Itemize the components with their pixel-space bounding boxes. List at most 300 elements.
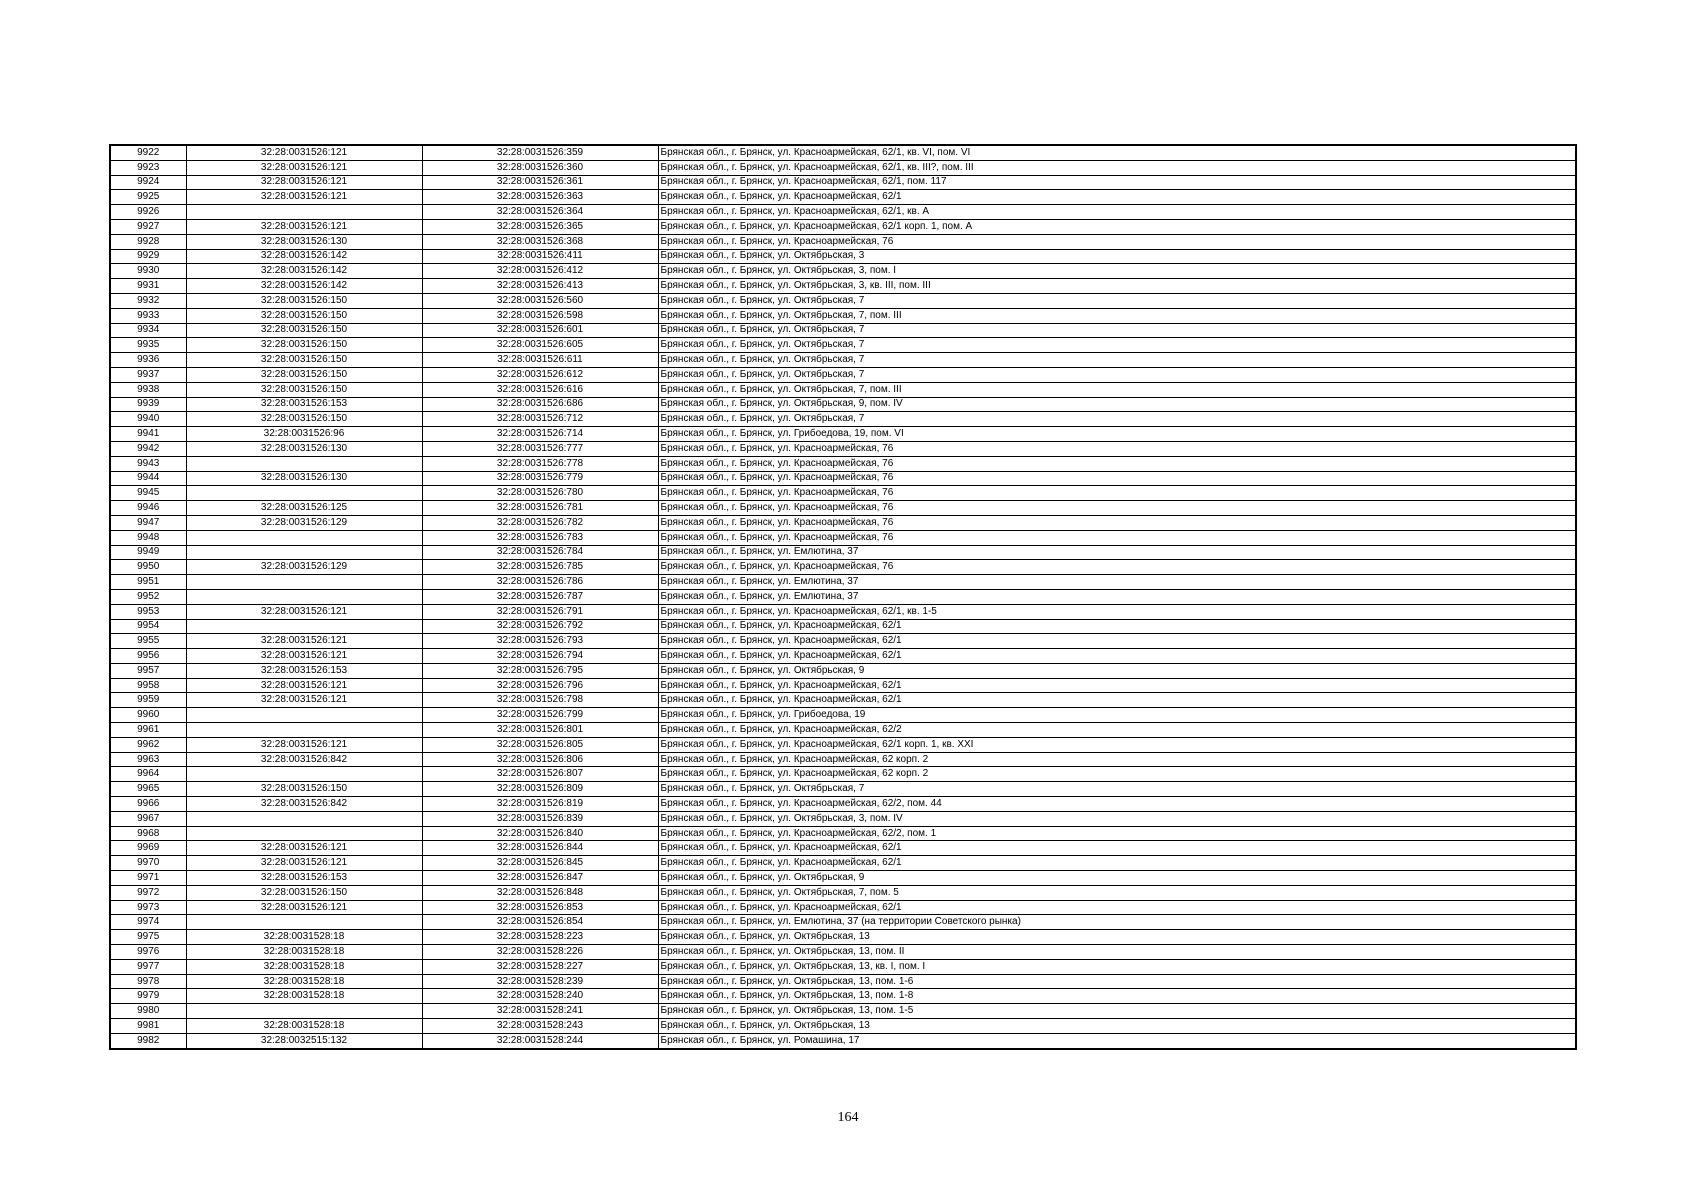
table-row (110, 427, 1576, 442)
row-number-cell: 9940 (110, 412, 186, 427)
table-row (110, 663, 1576, 678)
cadastral-number-cell: 32:28:0031526:712 (422, 412, 658, 427)
address-cell: Брянская обл., г. Брянск, ул. Грибоедова, 19, пом. VI (658, 427, 1576, 442)
row-number-cell: 9982 (110, 1033, 186, 1048)
parent-cadastral-number-cell: 32:28:0031526:150 (186, 412, 422, 427)
cadastral-number-cell: 32:28:0031526:779 (422, 471, 658, 486)
row-number-cell: 9952 (110, 589, 186, 604)
parent-cadastral-number-cell (186, 575, 422, 590)
address-cell: Брянская обл., г. Брянск, ул. Октябрьская, 13 (658, 1019, 1576, 1034)
table-row (110, 678, 1576, 693)
address-cell: Брянская обл., г. Брянск, ул. Красноармейская, 76 (658, 441, 1576, 456)
row-number-cell: 9942 (110, 441, 186, 456)
parent-cadastral-number-cell: 32:28:0031526:130 (186, 471, 422, 486)
row-number-cell: 9930 (110, 264, 186, 279)
address-cell: Брянская обл., г. Брянск, ул. Октябрьская, 3, пом. I (658, 264, 1576, 279)
row-number-cell: 9926 (110, 205, 186, 220)
cadastral-number-cell: 32:28:0031526:781 (422, 501, 658, 516)
address-cell: Брянская обл., г. Брянск, ул. Октябрьская, 13, пом. 1-8 (658, 989, 1576, 1004)
row-number-cell: 9954 (110, 619, 186, 634)
parent-cadastral-number-cell (186, 826, 422, 841)
registry-body (110, 145, 1576, 1049)
parent-cadastral-number-cell: 32:28:0031526:121 (186, 219, 422, 234)
table-row (110, 767, 1576, 782)
cadastral-number-cell: 32:28:0031526:796 (422, 678, 658, 693)
row-number-cell: 9943 (110, 456, 186, 471)
row-number-cell: 9968 (110, 826, 186, 841)
address-cell: Брянская обл., г. Брянск, ул. Октябрьская, 7, пом. 5 (658, 885, 1576, 900)
row-number-cell: 9953 (110, 604, 186, 619)
parent-cadastral-number-cell: 32:28:0031528:18 (186, 974, 422, 989)
address-cell: Брянская обл., г. Брянск, ул. Красноармейская, 62/1 (658, 678, 1576, 693)
address-cell: Брянская обл., г. Брянск, ул. Октябрьская, 7, пом. III (658, 308, 1576, 323)
address-cell: Брянская обл., г. Брянск, ул. Красноармейская, 62/1, пом. 117 (658, 175, 1576, 190)
address-cell: Брянская обл., г. Брянск, ул. Емлютина, 37 (658, 545, 1576, 560)
table-row (110, 885, 1576, 900)
address-cell: Брянская обл., г. Брянск, ул. Красноармейская, 62/2, пом. 1 (658, 826, 1576, 841)
row-number-cell: 9944 (110, 471, 186, 486)
row-number-cell: 9969 (110, 841, 186, 856)
parent-cadastral-number-cell (186, 1004, 422, 1019)
parent-cadastral-number-cell: 32:28:0031526:842 (186, 752, 422, 767)
parent-cadastral-number-cell: 32:28:0031526:121 (186, 678, 422, 693)
parent-cadastral-number-cell: 32:28:0031526:150 (186, 308, 422, 323)
parent-cadastral-number-cell: 32:28:0031528:18 (186, 1019, 422, 1034)
table-row (110, 471, 1576, 486)
address-cell: Брянская обл., г. Брянск, ул. Октябрьская, 9 (658, 663, 1576, 678)
row-number-cell: 9945 (110, 486, 186, 501)
parent-cadastral-number-cell: 32:28:0031528:18 (186, 959, 422, 974)
table-row (110, 930, 1576, 945)
parent-cadastral-number-cell (186, 530, 422, 545)
parent-cadastral-number-cell (186, 205, 422, 220)
row-number-cell: 9927 (110, 219, 186, 234)
parent-cadastral-number-cell (186, 619, 422, 634)
address-cell: Брянская обл., г. Брянск, ул. Емлютина, 37 (658, 575, 1576, 590)
parent-cadastral-number-cell: 32:28:0031526:150 (186, 338, 422, 353)
row-number-cell: 9929 (110, 249, 186, 264)
parent-cadastral-number-cell (186, 915, 422, 930)
row-number-cell: 9951 (110, 575, 186, 590)
parent-cadastral-number-cell (186, 456, 422, 471)
row-number-cell: 9948 (110, 530, 186, 545)
address-cell: Брянская обл., г. Брянск, ул. Красноармейская, 76 (658, 530, 1576, 545)
table-row (110, 367, 1576, 382)
row-number-cell: 9925 (110, 190, 186, 205)
cadastral-number-cell: 32:28:0031526:359 (422, 145, 658, 160)
parent-cadastral-number-cell (186, 811, 422, 826)
address-cell: Брянская обл., г. Брянск, ул. Красноармейская, 62/1 (658, 619, 1576, 634)
parent-cadastral-number-cell (186, 486, 422, 501)
row-number-cell: 9974 (110, 915, 186, 930)
address-cell: Брянская обл., г. Брянск, ул. Октябрьская, 7 (658, 782, 1576, 797)
address-cell: Брянская обл., г. Брянск, ул. Октябрьская, 7 (658, 367, 1576, 382)
table-row (110, 234, 1576, 249)
row-number-cell: 9923 (110, 160, 186, 175)
address-cell: Брянская обл., г. Брянск, ул. Октябрьская, 13, пом. II (658, 945, 1576, 960)
address-cell: Брянская обл., г. Брянск, ул. Красноармейская, 76 (658, 560, 1576, 575)
parent-cadastral-number-cell: 32:28:0031526:129 (186, 560, 422, 575)
table-row (110, 353, 1576, 368)
row-number-cell: 9955 (110, 634, 186, 649)
address-cell: Брянская обл., г. Брянск, ул. Красноармейская, 62 корп. 2 (658, 767, 1576, 782)
address-cell: Брянская обл., г. Брянск, ул. Красноармейская, 76 (658, 456, 1576, 471)
parent-cadastral-number-cell: 32:28:0031526:121 (186, 693, 422, 708)
cadastral-number-cell: 32:28:0031526:809 (422, 782, 658, 797)
row-number-cell: 9934 (110, 323, 186, 338)
parent-cadastral-number-cell: 32:28:0031526:121 (186, 190, 422, 205)
cadastral-number-cell: 32:28:0031526:368 (422, 234, 658, 249)
row-number-cell: 9964 (110, 767, 186, 782)
parent-cadastral-number-cell: 32:28:0031526:153 (186, 663, 422, 678)
table-row (110, 782, 1576, 797)
row-number-cell: 9946 (110, 501, 186, 516)
table-row (110, 575, 1576, 590)
table-row (110, 693, 1576, 708)
address-cell: Брянская обл., г. Брянск, ул. Красноармейская, 62/1 (658, 649, 1576, 664)
table-row (110, 604, 1576, 619)
parent-cadastral-number-cell: 32:28:0031526:121 (186, 634, 422, 649)
parent-cadastral-number-cell (186, 545, 422, 560)
cadastral-number-cell: 32:28:0031528:226 (422, 945, 658, 960)
cadastral-number-cell: 32:28:0031526:360 (422, 160, 658, 175)
table-row (110, 515, 1576, 530)
cadastral-number-cell: 32:28:0031526:844 (422, 841, 658, 856)
parent-cadastral-number-cell: 32:28:0031526:150 (186, 293, 422, 308)
row-number-cell: 9971 (110, 871, 186, 886)
parent-cadastral-number-cell: 32:28:0031526:121 (186, 841, 422, 856)
cadastral-number-cell: 32:28:0031526:714 (422, 427, 658, 442)
row-number-cell: 9922 (110, 145, 186, 160)
cadastral-number-cell: 32:28:0031528:227 (422, 959, 658, 974)
table-row (110, 723, 1576, 738)
registry-table (109, 144, 1577, 1050)
cadastral-number-cell: 32:28:0031526:411 (422, 249, 658, 264)
parent-cadastral-number-cell: 32:28:0031526:153 (186, 397, 422, 412)
address-cell: Брянская обл., г. Брянск, ул. Красноармейская, 62/1, кв. А (658, 205, 1576, 220)
address-cell: Брянская обл., г. Брянск, ул. Красноармейская, 62/1 корп. 1, пом. А (658, 219, 1576, 234)
table-row (110, 264, 1576, 279)
row-number-cell: 9939 (110, 397, 186, 412)
table-row (110, 649, 1576, 664)
address-cell: Брянская обл., г. Брянск, ул. Красноармейская, 62/1 корп. 1, кв. XXI (658, 737, 1576, 752)
parent-cadastral-number-cell: 32:28:0032515:132 (186, 1033, 422, 1048)
cadastral-number-cell: 32:28:0031526:806 (422, 752, 658, 767)
parent-cadastral-number-cell: 32:28:0031526:842 (186, 797, 422, 812)
table-row (110, 811, 1576, 826)
cadastral-number-cell: 32:28:0031526:840 (422, 826, 658, 841)
page-number: 164 (837, 1110, 859, 1125)
address-cell: Брянская обл., г. Брянск, ул. Октябрьская, 7 (658, 323, 1576, 338)
table-row (110, 293, 1576, 308)
cadastral-number-cell: 32:28:0031526:780 (422, 486, 658, 501)
row-number-cell: 9978 (110, 974, 186, 989)
table-row (110, 1004, 1576, 1019)
cadastral-number-cell: 32:28:0031526:784 (422, 545, 658, 560)
parent-cadastral-number-cell: 32:28:0031526:150 (186, 782, 422, 797)
address-cell: Брянская обл., г. Брянск, ул. Красноармейская, 76 (658, 515, 1576, 530)
address-cell: Брянская обл., г. Брянск, ул. Октябрьская, 3 (658, 249, 1576, 264)
table-row (110, 175, 1576, 190)
cadastral-number-cell: 32:28:0031528:223 (422, 930, 658, 945)
table-row (110, 160, 1576, 175)
address-cell: Брянская обл., г. Брянск, ул. Октябрьская, 7 (658, 353, 1576, 368)
address-cell: Брянская обл., г. Брянск, ул. Октябрьская, 13 (658, 930, 1576, 945)
table-row (110, 619, 1576, 634)
address-cell: Брянская обл., г. Брянск, ул. Октябрьская, 7 (658, 293, 1576, 308)
cadastral-number-cell: 32:28:0031526:799 (422, 708, 658, 723)
cadastral-number-cell: 32:28:0031526:792 (422, 619, 658, 634)
row-number-cell: 9972 (110, 885, 186, 900)
address-cell: Брянская обл., г. Брянск, ул. Красноармейская, 76 (658, 234, 1576, 249)
address-cell: Брянская обл., г. Брянск, ул. Октябрьская, 7, пом. III (658, 382, 1576, 397)
cadastral-number-cell: 32:28:0031526:805 (422, 737, 658, 752)
address-cell: Брянская обл., г. Брянск, ул. Красноармейская, 62/1, кв. III?, пом. III (658, 160, 1576, 175)
address-cell: Брянская обл., г. Брянск, ул. Красноармейская, 76 (658, 471, 1576, 486)
table-row (110, 737, 1576, 752)
table-row (110, 205, 1576, 220)
table-row (110, 145, 1576, 160)
table-row (110, 989, 1576, 1004)
address-cell: Брянская обл., г. Брянск, ул. Октябрьская, 7 (658, 412, 1576, 427)
cadastral-number-cell: 32:28:0031526:801 (422, 723, 658, 738)
table-row (110, 1033, 1576, 1048)
table-row (110, 826, 1576, 841)
table-row (110, 945, 1576, 960)
cadastral-number-cell: 32:28:0031528:239 (422, 974, 658, 989)
parent-cadastral-number-cell: 32:28:0031526:121 (186, 175, 422, 190)
address-cell: Брянская обл., г. Брянск, ул. Красноармейская, 62/1 (658, 693, 1576, 708)
table-row (110, 900, 1576, 915)
parent-cadastral-number-cell: 32:28:0031526:129 (186, 515, 422, 530)
cadastral-number-cell: 32:28:0031526:363 (422, 190, 658, 205)
parent-cadastral-number-cell: 32:28:0031526:150 (186, 323, 422, 338)
parent-cadastral-number-cell (186, 589, 422, 604)
row-number-cell: 9932 (110, 293, 186, 308)
table-row (110, 974, 1576, 989)
parent-cadastral-number-cell: 32:28:0031526:142 (186, 264, 422, 279)
address-cell: Брянская обл., г. Брянск, ул. Октябрьская, 13, кв. I, пом. I (658, 959, 1576, 974)
cadastral-number-cell: 32:28:0031526:848 (422, 885, 658, 900)
address-cell: Брянская обл., г. Брянск, ул. Октябрьская, 7 (658, 338, 1576, 353)
parent-cadastral-number-cell: 32:28:0031528:18 (186, 989, 422, 1004)
address-cell: Брянская обл., г. Брянск, ул. Красноармейская, 62/1, кв. VI, пом. VI (658, 145, 1576, 160)
parent-cadastral-number-cell: 32:28:0031526:153 (186, 871, 422, 886)
row-number-cell: 9957 (110, 663, 186, 678)
table-row (110, 589, 1576, 604)
parent-cadastral-number-cell: 32:28:0031526:121 (186, 737, 422, 752)
table-row (110, 249, 1576, 264)
address-cell: Брянская обл., г. Брянск, ул. Ромашина, 17 (658, 1033, 1576, 1048)
table-row (110, 560, 1576, 575)
table-row (110, 441, 1576, 456)
parent-cadastral-number-cell: 32:28:0031526:142 (186, 249, 422, 264)
cadastral-number-cell: 32:28:0031526:782 (422, 515, 658, 530)
table-row (110, 856, 1576, 871)
row-number-cell: 9935 (110, 338, 186, 353)
address-cell: Брянская обл., г. Брянск, ул. Октябрьская, 9, пом. IV (658, 397, 1576, 412)
cadastral-number-cell: 32:28:0031526:854 (422, 915, 658, 930)
cadastral-number-cell: 32:28:0031526:601 (422, 323, 658, 338)
parent-cadastral-number-cell: 32:28:0031526:121 (186, 856, 422, 871)
table-row (110, 634, 1576, 649)
address-cell: Брянская обл., г. Брянск, ул. Красноармейская, 76 (658, 486, 1576, 501)
table-row (110, 501, 1576, 516)
cadastral-number-cell: 32:28:0031526:412 (422, 264, 658, 279)
table-row (110, 279, 1576, 294)
cadastral-number-cell: 32:28:0031526:807 (422, 767, 658, 782)
parent-cadastral-number-cell: 32:28:0031526:150 (186, 367, 422, 382)
cadastral-number-cell: 32:28:0031526:361 (422, 175, 658, 190)
row-number-cell: 9965 (110, 782, 186, 797)
address-cell: Брянская обл., г. Брянск, ул. Красноармейская, 62/1 (658, 900, 1576, 915)
cadastral-number-cell: 32:28:0031526:785 (422, 560, 658, 575)
table-row (110, 871, 1576, 886)
address-cell: Брянская обл., г. Брянск, ул. Октябрьская, 3, пом. IV (658, 811, 1576, 826)
row-number-cell: 9981 (110, 1019, 186, 1034)
row-number-cell: 9979 (110, 989, 186, 1004)
address-cell: Брянская обл., г. Брянск, ул. Красноармейская, 62/1 (658, 634, 1576, 649)
table-row (110, 530, 1576, 545)
row-number-cell: 9949 (110, 545, 186, 560)
cadastral-number-cell: 32:28:0031526:791 (422, 604, 658, 619)
row-number-cell: 9931 (110, 279, 186, 294)
row-number-cell: 9959 (110, 693, 186, 708)
cadastral-number-cell: 32:28:0031528:241 (422, 1004, 658, 1019)
table-row (110, 338, 1576, 353)
table-row (110, 545, 1576, 560)
row-number-cell: 9937 (110, 367, 186, 382)
cadastral-number-cell: 32:28:0031526:612 (422, 367, 658, 382)
parent-cadastral-number-cell (186, 708, 422, 723)
parent-cadastral-number-cell: 32:28:0031526:142 (186, 279, 422, 294)
address-cell: Брянская обл., г. Брянск, ул. Красноармейская, 62/1 (658, 856, 1576, 871)
row-number-cell: 9963 (110, 752, 186, 767)
parent-cadastral-number-cell: 32:28:0031526:150 (186, 885, 422, 900)
cadastral-number-cell: 32:28:0031526:795 (422, 663, 658, 678)
parent-cadastral-number-cell: 32:28:0031528:18 (186, 930, 422, 945)
address-cell: Брянская обл., г. Брянск, ул. Красноармейская, 62/2 (658, 723, 1576, 738)
cadastral-number-cell: 32:28:0031526:605 (422, 338, 658, 353)
row-number-cell: 9941 (110, 427, 186, 442)
row-number-cell: 9973 (110, 900, 186, 915)
parent-cadastral-number-cell: 32:28:0031526:96 (186, 427, 422, 442)
address-cell: Брянская обл., г. Брянск, ул. Емлютина, 37 (658, 589, 1576, 604)
parent-cadastral-number-cell: 32:28:0031526:150 (186, 382, 422, 397)
row-number-cell: 9958 (110, 678, 186, 693)
cadastral-number-cell: 32:28:0031526:853 (422, 900, 658, 915)
address-cell: Брянская обл., г. Брянск, ул. Красноармейская, 62/1 (658, 190, 1576, 205)
row-number-cell: 9970 (110, 856, 186, 871)
table-row (110, 382, 1576, 397)
cadastral-number-cell: 32:28:0031526:839 (422, 811, 658, 826)
row-number-cell: 9924 (110, 175, 186, 190)
table-row (110, 397, 1576, 412)
parent-cadastral-number-cell: 32:28:0031526:130 (186, 441, 422, 456)
cadastral-number-cell: 32:28:0031526:413 (422, 279, 658, 294)
row-number-cell: 9950 (110, 560, 186, 575)
cadastral-number-cell: 32:28:0031526:787 (422, 589, 658, 604)
cadastral-number-cell: 32:28:0031528:244 (422, 1033, 658, 1048)
row-number-cell: 9977 (110, 959, 186, 974)
address-cell: Брянская обл., г. Брянск, ул. Октябрьская, 13, пом. 1-5 (658, 1004, 1576, 1019)
cadastral-number-cell: 32:28:0031526:794 (422, 649, 658, 664)
cadastral-number-cell: 32:28:0031526:364 (422, 205, 658, 220)
table-row (110, 486, 1576, 501)
row-number-cell: 9961 (110, 723, 186, 738)
cadastral-number-cell: 32:28:0031526:611 (422, 353, 658, 368)
row-number-cell: 9962 (110, 737, 186, 752)
row-number-cell: 9947 (110, 515, 186, 530)
table-row (110, 1019, 1576, 1034)
cadastral-number-cell: 32:28:0031528:240 (422, 989, 658, 1004)
row-number-cell: 9956 (110, 649, 186, 664)
cadastral-number-cell: 32:28:0031526:616 (422, 382, 658, 397)
parent-cadastral-number-cell: 32:28:0031526:150 (186, 353, 422, 368)
cadastral-number-cell: 32:28:0031526:819 (422, 797, 658, 812)
row-number-cell: 9975 (110, 930, 186, 945)
table-row (110, 219, 1576, 234)
cadastral-number-cell: 32:28:0031526:786 (422, 575, 658, 590)
parent-cadastral-number-cell: 32:28:0031526:121 (186, 604, 422, 619)
cadastral-number-cell: 32:28:0031528:243 (422, 1019, 658, 1034)
parent-cadastral-number-cell: 32:28:0031526:121 (186, 145, 422, 160)
row-number-cell: 9960 (110, 708, 186, 723)
cadastral-number-cell: 32:28:0031526:365 (422, 219, 658, 234)
cadastral-number-cell: 32:28:0031526:778 (422, 456, 658, 471)
parent-cadastral-number-cell: 32:28:0031528:18 (186, 945, 422, 960)
parent-cadastral-number-cell (186, 767, 422, 782)
parent-cadastral-number-cell: 32:28:0031526:130 (186, 234, 422, 249)
table-row (110, 308, 1576, 323)
parent-cadastral-number-cell: 32:28:0031526:121 (186, 649, 422, 664)
table-row (110, 323, 1576, 338)
address-cell: Брянская обл., г. Брянск, ул. Красноармейская, 62 корп. 2 (658, 752, 1576, 767)
row-number-cell: 9966 (110, 797, 186, 812)
row-number-cell: 9976 (110, 945, 186, 960)
address-cell: Брянская обл., г. Брянск, ул. Красноармейская, 76 (658, 501, 1576, 516)
address-cell: Брянская обл., г. Брянск, ул. Красноармейская, 62/2, пом. 44 (658, 797, 1576, 812)
cadastral-number-cell: 32:28:0031526:847 (422, 871, 658, 886)
table-row (110, 797, 1576, 812)
cadastral-number-cell: 32:28:0031526:798 (422, 693, 658, 708)
address-cell: Брянская обл., г. Брянск, ул. Октябрьская, 9 (658, 871, 1576, 886)
address-cell: Брянская обл., г. Брянск, ул. Грибоедова, 19 (658, 708, 1576, 723)
table-row (110, 708, 1576, 723)
address-cell: Брянская обл., г. Брянск, ул. Октябрьская, 3, кв. III, пом. III (658, 279, 1576, 294)
row-number-cell: 9936 (110, 353, 186, 368)
cadastral-number-cell: 32:28:0031526:686 (422, 397, 658, 412)
table-row (110, 456, 1576, 471)
table-row (110, 915, 1576, 930)
table-row (110, 959, 1576, 974)
parent-cadastral-number-cell: 32:28:0031526:125 (186, 501, 422, 516)
parent-cadastral-number-cell: 32:28:0031526:121 (186, 900, 422, 915)
row-number-cell: 9938 (110, 382, 186, 397)
row-number-cell: 9928 (110, 234, 186, 249)
address-cell: Брянская обл., г. Брянск, ул. Октябрьская, 13, пом. 1-6 (658, 974, 1576, 989)
row-number-cell: 9967 (110, 811, 186, 826)
cadastral-number-cell: 32:28:0031526:783 (422, 530, 658, 545)
cadastral-number-cell: 32:28:0031526:560 (422, 293, 658, 308)
table-row (110, 190, 1576, 205)
table-row (110, 752, 1576, 767)
row-number-cell: 9933 (110, 308, 186, 323)
parent-cadastral-number-cell: 32:28:0031526:121 (186, 160, 422, 175)
cadastral-number-cell: 32:28:0031526:777 (422, 441, 658, 456)
address-cell: Брянская обл., г. Брянск, ул. Емлютина, 37 (на территории Советского рынка) (658, 915, 1576, 930)
table-row (110, 841, 1576, 856)
